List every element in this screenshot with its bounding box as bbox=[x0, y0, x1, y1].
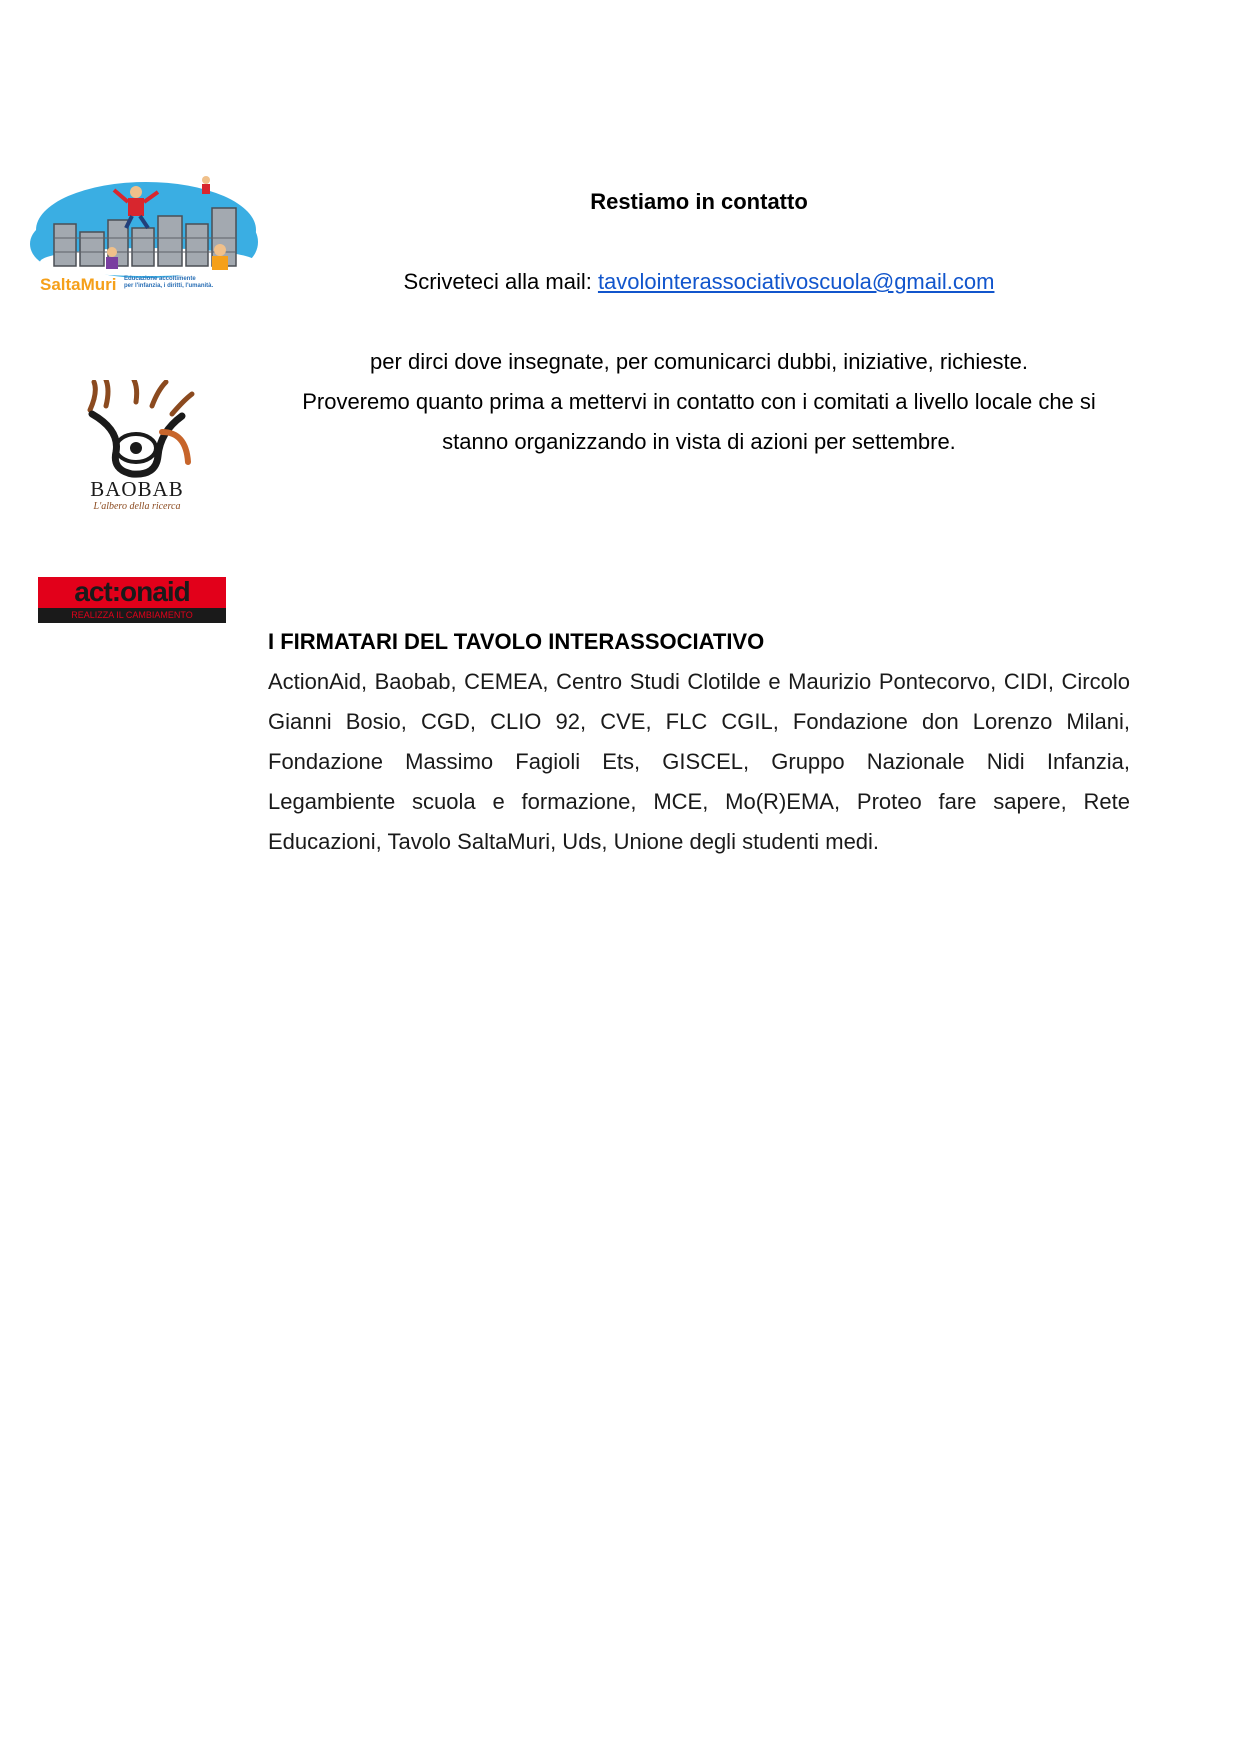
contact-line-2: Proveremo quanto prima a mettervi in contatto con i comitati a livello locale che si bbox=[302, 389, 1096, 414]
actionaid-logo bbox=[38, 577, 226, 623]
saltamuri-logo-tagline-2: per l'infanzia, i diritti, l'umanità. bbox=[123, 283, 214, 289]
signatories-heading: I FIRMATARI DEL TAVOLO INTERASSOCIATIVO bbox=[268, 629, 765, 654]
saltamuri-logo bbox=[28, 172, 260, 304]
signatories-section bbox=[268, 622, 1130, 862]
saltamuri-logo-tagline-1: Educazione accoltimente bbox=[123, 276, 196, 282]
baobab-logo bbox=[72, 380, 202, 520]
contact-mail-prefix: Scriveteci alla mail: bbox=[403, 269, 598, 294]
actionaid-logo-tagline: REALIZZA IL CAMBIAMENTO bbox=[71, 610, 193, 620]
actionaid-logo-band bbox=[38, 608, 226, 623]
contact-line-1: per dirci dove insegnate, per comunicarci dubbi, iniziative, richieste. bbox=[370, 349, 1028, 374]
actionaid-logo-name: act:onaid bbox=[74, 576, 190, 607]
baobab-logo-name: BAOBAB bbox=[90, 477, 184, 501]
contact-title: Restiamo in contatto bbox=[590, 189, 808, 214]
contact-line-3: stanno organizzando in vista di azioni per settembre. bbox=[442, 429, 956, 454]
baobab-logo-tagline: L'albero della ricerca bbox=[93, 501, 181, 512]
signatories-list: ActionAid, Baobab, CEMEA, Centro Studi Clotilde e Maurizio Pontecorvo, CIDI, Circolo Gianni Bosio, CGD, CLIO 92, CVE, FLC CGIL, Fondazione don Lorenzo Milani, Fondazione Massimo Fagioli Ets, GISCEL, Gruppo Nazionale Nidi Infanzia, Legambiente scuola e formazione, MCE, Mo(R)EMA, Proteo fare sapere, Rete Educazioni, Tavolo SaltaMuri, Uds, Unione degli studenti medi. bbox=[268, 669, 1130, 854]
contact-body bbox=[268, 342, 1130, 462]
saltamuri-logo-name: SaltaMuri bbox=[40, 275, 117, 294]
contact-mail-line bbox=[268, 262, 1130, 302]
contact-email-link[interactable]: tavolointerassociativoscuola@gmail.com bbox=[597, 269, 995, 294]
